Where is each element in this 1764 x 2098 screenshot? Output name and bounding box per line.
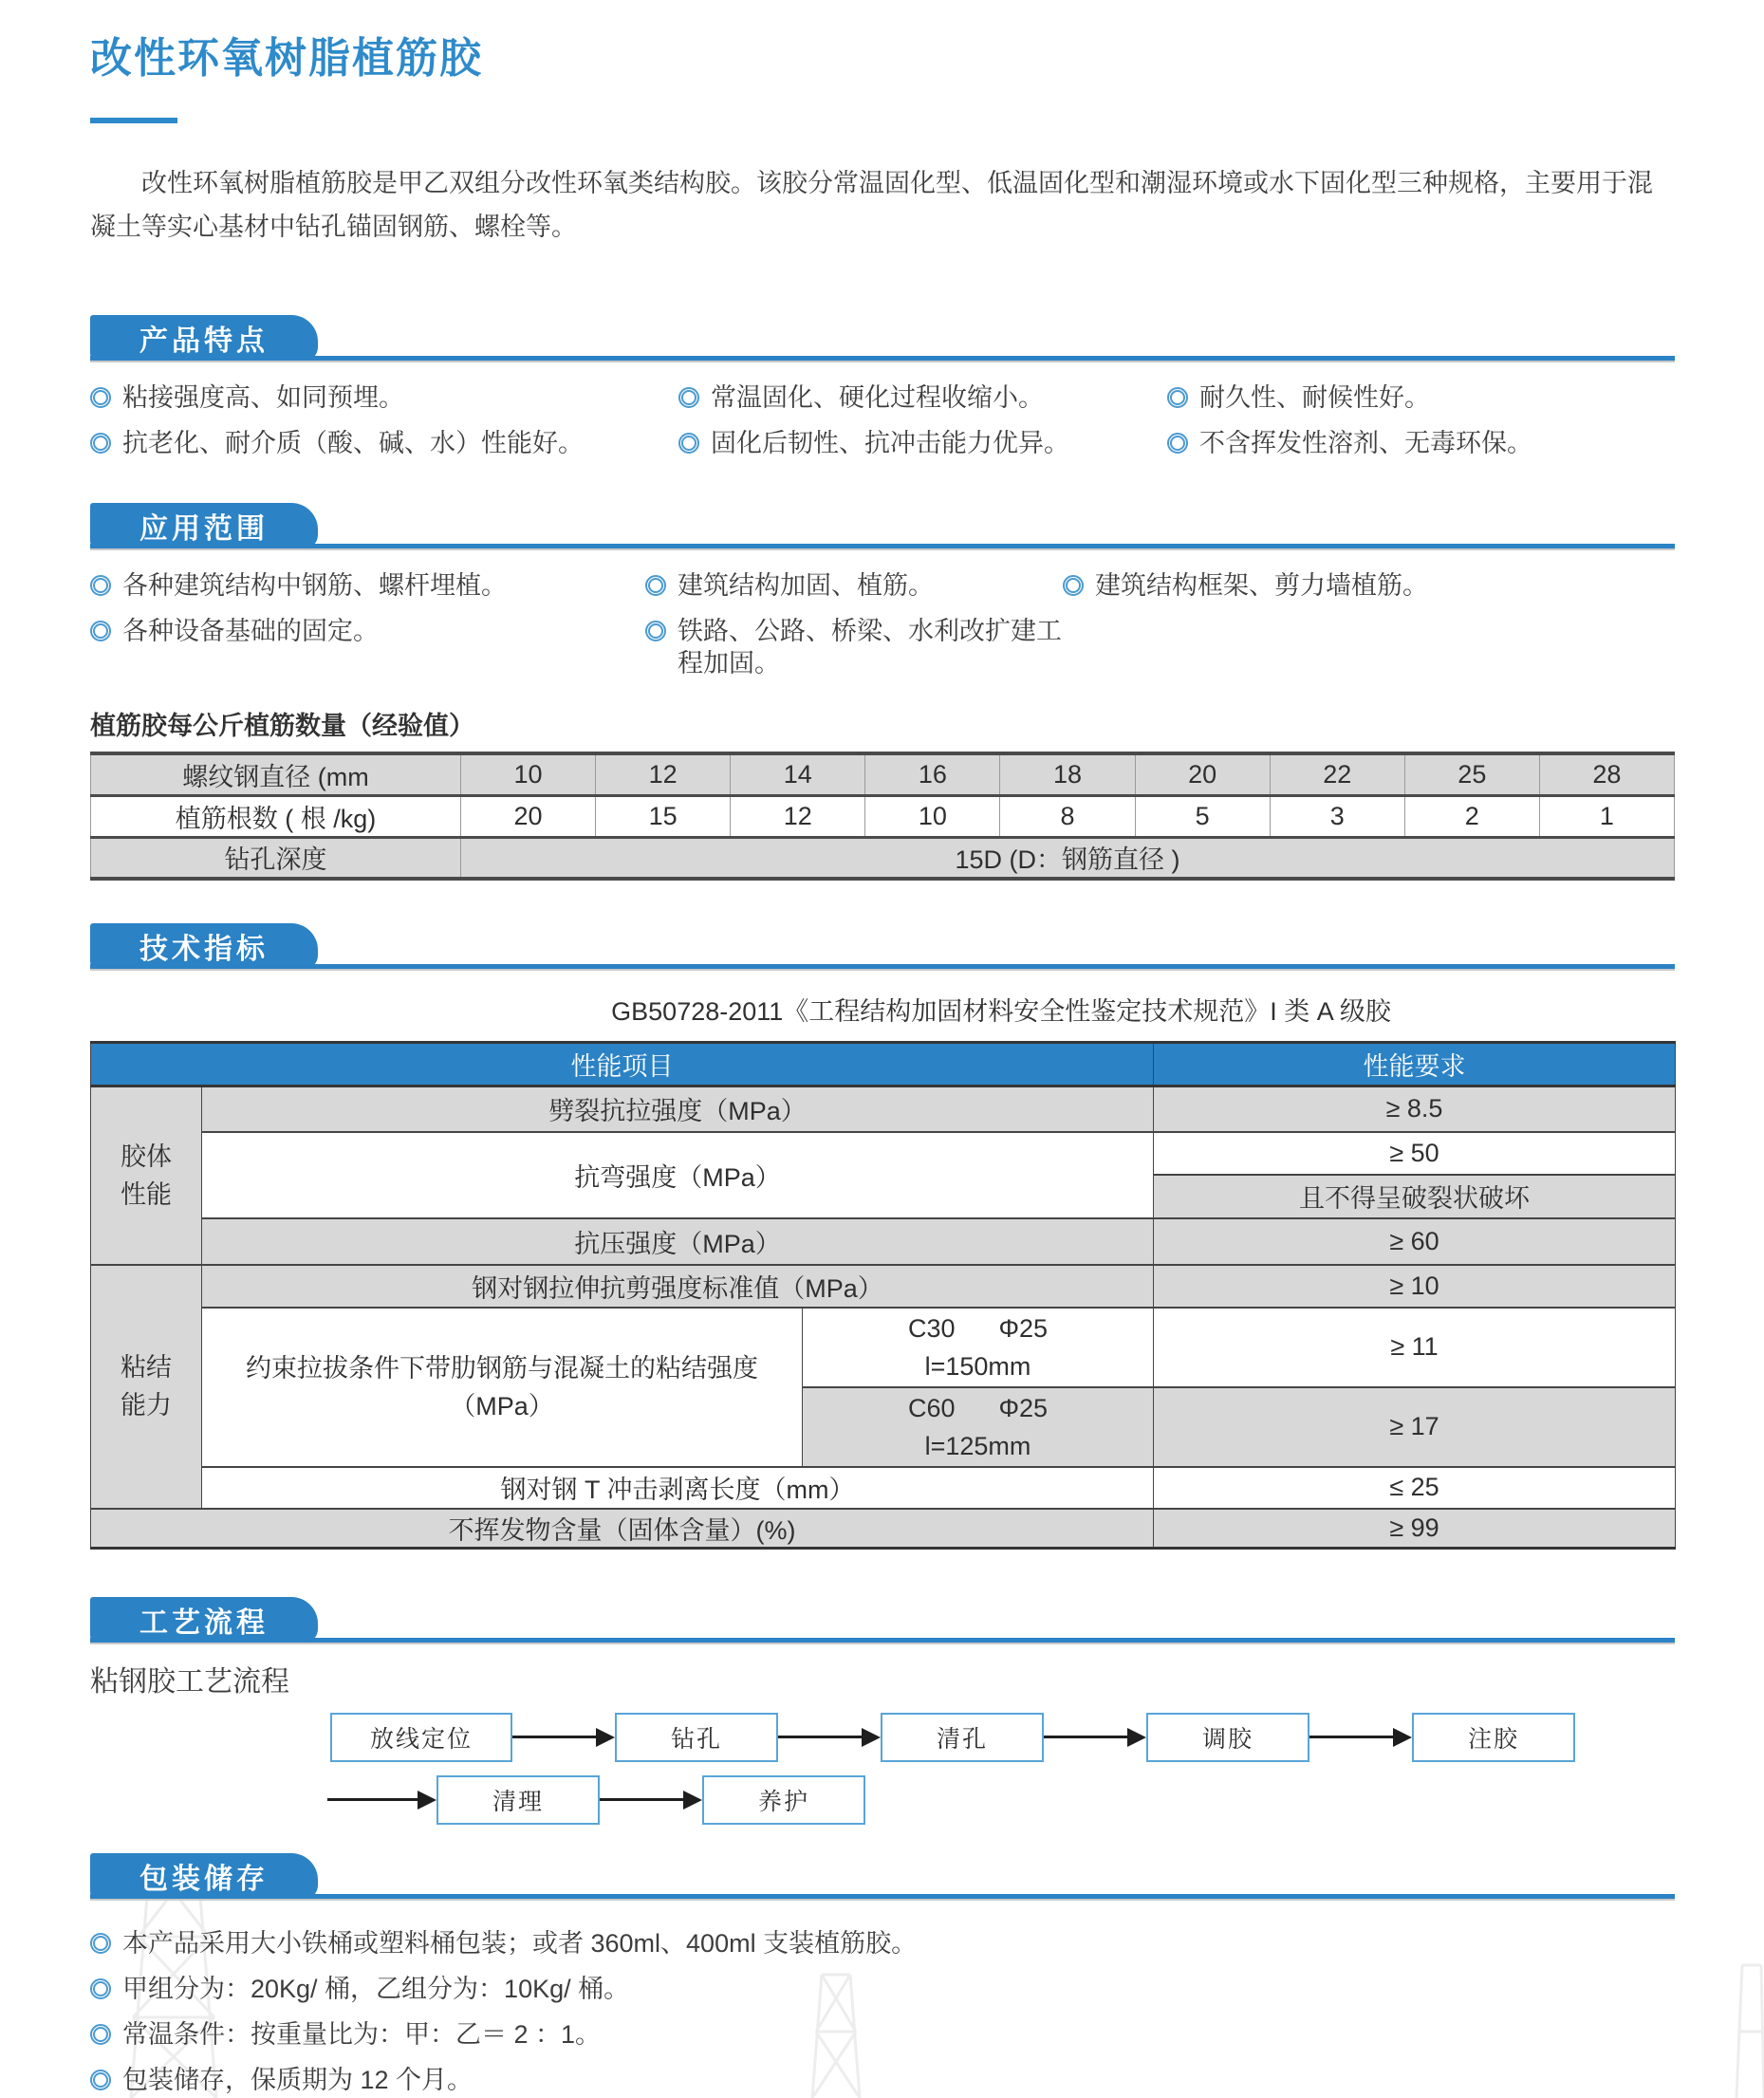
bullet-text: 常温条件：按重量比为：甲：乙＝ 2 ：1。 bbox=[122, 2019, 602, 2049]
list-item bbox=[90, 2064, 1675, 2096]
ring-bullet-icon bbox=[90, 433, 111, 454]
table-cell: 15 bbox=[596, 795, 731, 837]
section-underline-bar bbox=[90, 356, 1675, 361]
ring-bullet-icon bbox=[1063, 575, 1084, 596]
table-row bbox=[91, 1218, 1676, 1265]
ring-bullet-icon bbox=[678, 387, 699, 408]
group-label-line: 胶体 bbox=[121, 1142, 172, 1171]
table-row bbox=[91, 1265, 1676, 1308]
table-row bbox=[91, 753, 1675, 795]
bullet-text: 各种建筑结构中钢筋、螺杆埋植。 bbox=[122, 571, 507, 600]
flow-arrow-icon bbox=[512, 1728, 615, 1747]
list-item bbox=[1167, 381, 1675, 414]
bullet-text: 固化后韧性、抗冲击能力优异。 bbox=[711, 429, 1069, 457]
row-label-cell: 钻孔深度 bbox=[91, 837, 461, 879]
technical-table bbox=[90, 1041, 1676, 1550]
section-header-applications bbox=[90, 503, 1675, 548]
standard-note: GB50728-2011《工程结构加固材料安全性鉴定技术规范》I 类 A 级胶 bbox=[611, 997, 1391, 1026]
flow-step-box: 清理 bbox=[436, 1775, 600, 1825]
list-item bbox=[645, 569, 1063, 602]
table-cell: 12 bbox=[731, 795, 865, 837]
table-cell: ≥ 8.5 bbox=[1154, 1086, 1676, 1132]
group-label-cell bbox=[91, 1086, 202, 1265]
condition-diameter: Φ25 bbox=[998, 1313, 1049, 1343]
table-header-row bbox=[91, 1043, 1676, 1086]
condition-grade: C30 bbox=[907, 1313, 956, 1343]
section-badge-process: 工艺流程 bbox=[90, 1597, 318, 1643]
table-cell: 抗压强度（MPa） bbox=[202, 1218, 1154, 1265]
flow-arrow-icon bbox=[1044, 1728, 1146, 1747]
table-cell: ≤ 25 bbox=[1154, 1467, 1676, 1509]
table-cell: 25 bbox=[1404, 753, 1539, 795]
table-cell: 劈裂抗拉强度（MPa） bbox=[202, 1086, 1154, 1132]
table-cell: 28 bbox=[1539, 753, 1674, 795]
bullet-text: 抗老化、耐介质（酸、碱、水）性能好。 bbox=[122, 429, 584, 457]
table-cell: 16 bbox=[865, 753, 1000, 795]
table-cell: 2 bbox=[1404, 795, 1539, 837]
table-row bbox=[91, 1509, 1676, 1549]
ring-bullet-icon bbox=[645, 621, 666, 641]
table-cell: 且不得呈破裂状破坏 bbox=[1154, 1175, 1676, 1218]
flow-arrow-icon bbox=[1309, 1728, 1412, 1747]
flow-step-box: 调胶 bbox=[1146, 1713, 1309, 1762]
list-item bbox=[678, 381, 1167, 414]
table-cell: 15D (D：钢筋直径 ) bbox=[461, 837, 1675, 879]
group-label-line: 性能 bbox=[121, 1179, 172, 1209]
group-label-line: 能力 bbox=[121, 1391, 172, 1420]
ring-bullet-icon bbox=[90, 2070, 111, 2090]
ring-bullet-icon bbox=[90, 575, 111, 596]
section-badge-features: 产品特点 bbox=[90, 315, 318, 361]
table-row bbox=[91, 837, 1675, 879]
flow-arrow-icon bbox=[778, 1728, 881, 1747]
column-header-req: 性能要求 bbox=[1154, 1043, 1676, 1086]
table-cell: 12 bbox=[596, 753, 731, 795]
flow-step-box: 注胶 bbox=[1412, 1713, 1575, 1762]
table-cell: ≥ 50 bbox=[1154, 1132, 1676, 1175]
flow-step-box: 养护 bbox=[702, 1775, 865, 1825]
bullet-text: 铁路、公路、桥梁、水利改扩建工程加固。 bbox=[678, 617, 1062, 678]
bullet-text: 包装储存，保质期为 12 个月。 bbox=[122, 2065, 473, 2094]
condition-length: l=150mm bbox=[924, 1351, 1031, 1381]
table-cell: 10 bbox=[461, 753, 596, 795]
condition-grade: C60 bbox=[907, 1393, 956, 1422]
row-label-cell: 螺纹钢直径 (mm bbox=[91, 753, 461, 795]
bullet-text: 不含挥发性溶剂、无毒环保。 bbox=[1199, 429, 1532, 457]
flow-row-2 bbox=[327, 1775, 1675, 1825]
ring-bullet-icon bbox=[90, 1978, 111, 1999]
section-header-features bbox=[90, 315, 1675, 361]
ring-bullet-icon bbox=[90, 621, 111, 641]
section-header-technical bbox=[90, 923, 1675, 969]
table-row bbox=[91, 795, 1675, 837]
flow-row-1 bbox=[330, 1713, 1675, 1762]
bullet-text: 甲组分为：20Kg/ 桶，乙组分为：10Kg/ 桶。 bbox=[122, 1974, 630, 2003]
list-item bbox=[1063, 569, 1675, 602]
flow-step-box: 放线定位 bbox=[330, 1713, 512, 1762]
group-label-cell bbox=[91, 1265, 202, 1509]
section-badge-technical: 技术指标 bbox=[90, 923, 318, 969]
section-underline-bar bbox=[90, 1638, 1675, 1643]
ring-bullet-icon bbox=[90, 1933, 111, 1954]
table-cell: ≥ 60 bbox=[1154, 1218, 1676, 1265]
ring-bullet-icon bbox=[90, 2024, 111, 2045]
dosage-table bbox=[90, 752, 1675, 881]
flow-step-box: 钻孔 bbox=[615, 1713, 778, 1762]
list-item bbox=[90, 615, 645, 679]
title-underline bbox=[90, 118, 177, 123]
ring-bullet-icon bbox=[90, 387, 111, 408]
table-row bbox=[91, 1467, 1676, 1509]
group-label-line: 粘结 bbox=[121, 1353, 172, 1382]
intro-paragraph: 改性环氧树脂植筋胶是甲乙双组分改性环氧类结构胶。该胶分常温固化型、低温固化型和潮湿环境或水下固化型三种规格，主要用于混凝土等实心基材中钻孔锚固钢筋、螺栓等。 bbox=[90, 169, 1653, 241]
table-cell: 抗弯强度（MPa） bbox=[202, 1132, 1154, 1218]
table-cell: 18 bbox=[1000, 753, 1135, 795]
table-cell: ≥ 11 bbox=[1154, 1308, 1676, 1387]
ring-bullet-icon bbox=[645, 575, 666, 596]
cell-line: 约束拉拔条件下带肋钢筋与混凝土的粘结强度 bbox=[246, 1353, 758, 1383]
list-item bbox=[90, 1927, 1675, 1959]
section-badge-applications: 应用范围 bbox=[90, 503, 318, 548]
page-title: 改性环氧树脂植筋胶 bbox=[90, 35, 483, 82]
condition-cell bbox=[803, 1387, 1154, 1467]
applications-list bbox=[90, 569, 1675, 679]
bullet-text: 建筑结构加固、植筋。 bbox=[678, 571, 934, 600]
table-row bbox=[91, 1086, 1676, 1132]
flow-arrow-icon bbox=[600, 1791, 702, 1810]
packaging-list bbox=[90, 1927, 1675, 2096]
ring-bullet-icon bbox=[678, 433, 699, 454]
table-cell: 22 bbox=[1270, 753, 1404, 795]
cell-line: （MPa） bbox=[450, 1391, 554, 1420]
table-cell: 20 bbox=[461, 795, 596, 837]
list-item bbox=[90, 1973, 1675, 2005]
section-underline-bar bbox=[90, 964, 1675, 969]
bullet-text: 常温固化、硬化过程收缩小。 bbox=[711, 383, 1044, 412]
column-header-item: 性能项目 bbox=[91, 1043, 1154, 1086]
section-underline-bar bbox=[90, 544, 1675, 548]
features-list bbox=[90, 381, 1675, 459]
list-item bbox=[90, 381, 678, 414]
ring-bullet-icon bbox=[1167, 387, 1188, 408]
section-badge-packaging: 包装储存 bbox=[90, 1853, 318, 1899]
table-cell bbox=[202, 1308, 803, 1467]
table-row bbox=[91, 1308, 1676, 1387]
section-header-process bbox=[90, 1597, 1675, 1643]
table-cell: 钢对钢拉伸抗剪强度标准值（MPa） bbox=[202, 1265, 1154, 1308]
table-cell: 8 bbox=[1000, 795, 1135, 837]
condition-length: l=125mm bbox=[924, 1431, 1031, 1460]
table-cell: ≥ 10 bbox=[1154, 1265, 1676, 1308]
list-item bbox=[90, 569, 645, 602]
row-label-cell: 植筋根数 ( 根 /kg) bbox=[91, 795, 461, 837]
bullet-text: 本产品采用大小铁桶或塑料桶包装；或者 360ml、400ml 支装植筋胶。 bbox=[122, 1928, 918, 1958]
list-item bbox=[90, 2018, 1675, 2051]
table-cell: 20 bbox=[1135, 753, 1270, 795]
table-cell: 5 bbox=[1135, 795, 1270, 837]
section-underline-bar bbox=[90, 1894, 1675, 1899]
table-row bbox=[91, 1132, 1676, 1175]
list-item bbox=[1167, 427, 1675, 459]
table-cell: 14 bbox=[731, 753, 865, 795]
table-cell: ≥ 99 bbox=[1154, 1509, 1676, 1549]
flow-step-box: 清孔 bbox=[881, 1713, 1044, 1762]
list-item bbox=[645, 615, 1063, 679]
condition-diameter: Φ25 bbox=[998, 1393, 1049, 1422]
bullet-text: 粘接强度高、如同预埋。 bbox=[122, 383, 404, 412]
section-header-packaging bbox=[90, 1853, 1675, 1899]
dosage-table-title: 植筋胶每公斤植筋数量（经验值） bbox=[90, 712, 474, 740]
table-cell: 钢对钢 T 冲击剥离长度（mm） bbox=[202, 1467, 1154, 1509]
flow-arrow-icon bbox=[327, 1791, 436, 1810]
bullet-text: 各种设备基础的固定。 bbox=[122, 617, 379, 645]
list-item bbox=[678, 427, 1167, 459]
condition-cell bbox=[803, 1308, 1154, 1387]
table-cell: 1 bbox=[1539, 795, 1674, 837]
bullet-text: 建筑结构框架、剪力墙植筋。 bbox=[1095, 571, 1428, 600]
table-cell: 不挥发物含量（固体含量）(%) bbox=[91, 1509, 1154, 1549]
table-cell: ≥ 17 bbox=[1154, 1387, 1676, 1467]
list-item bbox=[90, 427, 678, 459]
flow-subtitle: 粘钢胶工艺流程 bbox=[90, 1665, 289, 1698]
bullet-text: 耐久性、耐候性好。 bbox=[1199, 383, 1430, 412]
table-cell: 3 bbox=[1270, 795, 1404, 837]
table-cell: 10 bbox=[865, 795, 1000, 837]
ring-bullet-icon bbox=[1167, 433, 1188, 454]
